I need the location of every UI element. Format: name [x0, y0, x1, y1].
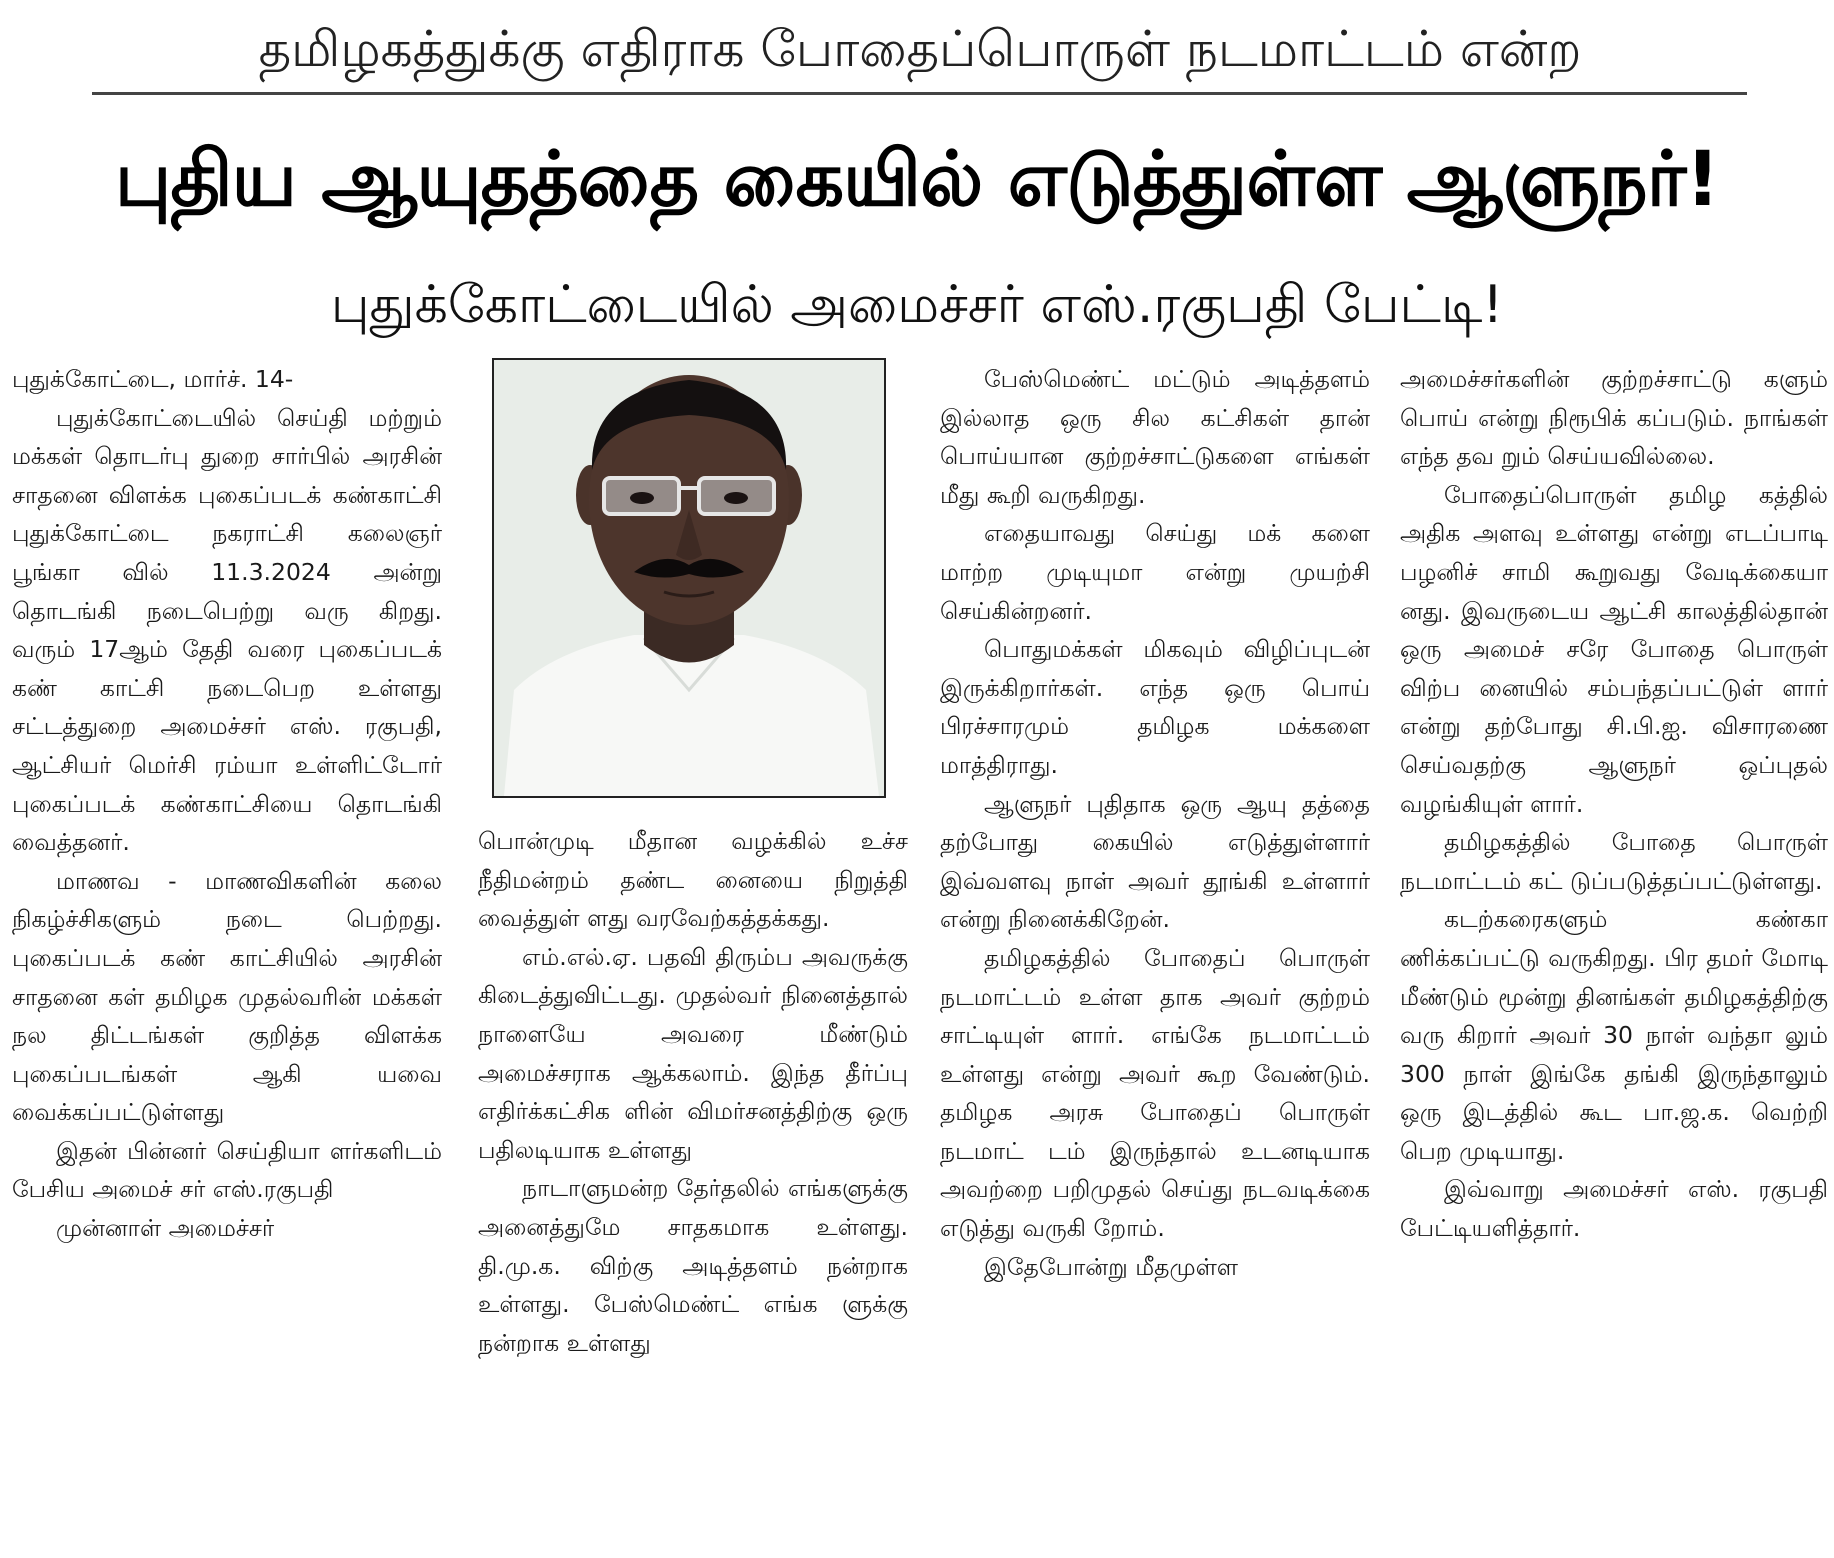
article-column-1: [12, 360, 442, 1558]
portrait-illustration: [494, 360, 884, 796]
article-column-3: [940, 360, 1370, 1558]
minister-photo: [492, 358, 886, 798]
paragraph: முன்னாள் அமைச்சர்: [56, 1214, 275, 1243]
paragraph: தமிழகத்தில் போதைப் பொருள் நடமாட்டம் உள்ள தாக அவர் குற்றம் சாட்டியுள் ளார். எங்கே நடமாட்டம் உள்ளது என்று அவர் கூற வேண்டும். தமிழக அரசு போதைப் பொருள் நடமாட் டம் இருந்தால் உடனடியாக அவற்றை பறிமுதல் செய்து நடவடிக்கை எடுத்து வருகி றோம்.: [940, 943, 1370, 1243]
kicker-underline: [92, 92, 1747, 95]
kicker-line: தமிழகத்துக்கு எதிராக போதைப்பொருள் நடமாட்டம் என்ற: [258, 20, 1582, 78]
paragraph: போதைப்பொருள் தமிழ கத்தில் அதிக அளவு உள்ளது என்று எடப்பாடி பழனிச் சாமி கூறுவது வேடிக்கையா னது. இவருடைய ஆட்சி காலத்தில்தான் ஒரு அமைச் சரே போதை பொருள் விற்ப னையில் சம்பந்தப்பட்டுள் ளார் என்று தற்போது சி.பி.ஐ. விசாரணை செய்வதற்கு ஆளுநர் ஒப்புதல் வழங்கியுள் ளார்.: [1400, 480, 1828, 818]
paragraph: கடற்கரைகளும் கண்கா ணிக்கப்பட்டு வருகிறது. பிர தமர் மோடி மீண்டும் மூன்று தினங்கள் தமிழகத்திற்கு வரு கிறார் அவர் 30 நாள் வந்தா லும் 300 நாள் இங்கே தங்கி இருந்தாலும் ஒரு இடத்தில் கூட பா.ஜ.க. வெற்றி பெற முடியாது.: [1400, 905, 1828, 1165]
paragraph: பொன்முடி மீதான வழக்கில் உச்ச நீதிமன்றம் தண்ட னையை நிறுத்தி வைத்துள் ளது வரவேற்கத்தக்கது.: [478, 827, 908, 933]
article-column-2: [478, 822, 908, 1558]
paragraph: எதையாவது செய்து மக் களை மாற்ற முடியுமா என்று முயற்சி செய்கின்றனர்.: [940, 519, 1370, 625]
paragraph: தமிழகத்தில் போதை பொருள் நடமாட்டம் கட் டுப்படுத்தப்பட்டுள்ளது.: [1400, 828, 1828, 895]
paragraph: பொதுமக்கள் மிகவும் விழிப்புடன் இருக்கிறார்கள். எந்த ஒரு பொய் பிரச்சாரமும் தமிழக மக்களை மாத்திராது.: [940, 635, 1370, 779]
paragraph: நாடாளுமன்ற தேர்தலில் எங்களுக்கு அனைத்துமே சாதகமாக உள்ளது. தி.மு.க. விற்கு அடித்தளம் நன்றாக உள்ளது. பேஸ்மெண்ட் எங்க ளுக்கு நன்றாக உள்ளது: [478, 1174, 908, 1357]
headline: புதிய ஆயுதத்தை கையில் எடுத்துள்ள ஆளுநர்!: [114, 134, 1720, 223]
paragraph: எம்.எல்.ஏ. பதவி திரும்ப அவருக்கு கிடைத்துவிட்டது. முதல்வர் நினைத்தால் நாளையே அவரை மீண்டும் அமைச்சராக ஆக்கலாம். இந்த தீர்ப்பு எதிர்க்கட்சிக ளின் விமர்சனத்திற்கு ஒரு பதிலடியாக உள்ளது: [478, 942, 908, 1164]
subheadline: புதுக்கோட்டையில் அமைச்சர் எஸ்.ரகுபதி பேட்டி!: [330, 275, 1504, 335]
paragraph: இதேபோன்று மீதமுள்ள: [984, 1252, 1238, 1281]
dateline: புதுக்கோட்டை, மார்ச். 14-: [12, 365, 294, 393]
paragraph: இதன் பின்னர் செய்தியா ளர்களிடம் பேசிய அமைச் சர் எஸ்.ரகுபதி: [12, 1136, 442, 1204]
paragraph: புதுக்கோட்டையில் செய்தி மற்றும் மக்கள் தொடர்பு துறை சார்பில் அரசின் சாதனை விளக்க புகைப்படக் கண்காட்சி புதுக்கோட்டை நகராட்சி கலைஞர் பூங்கா வில் 11.3.2024 அன்று தொடங்கி நடைபெற்று வரு கிறது. வரும் 17ஆம் தேதி வரை புகைப்படக் கண் காட்சி நடைபெற உள்ளது சட்டத்துறை அமைச்சர் எஸ். ரகுபதி, ஆட்சியர் மெர்சி ரம்யா உள்ளிட்டோர் புகைப்படக் கண்காட்சியை தொடங்கி வைத்தனர்.: [12, 403, 442, 857]
article-column-4: [1400, 360, 1828, 1558]
paragraph: இவ்வாறு அமைச்சர் எஸ். ரகுபதி பேட்டியளித்தார்.: [1400, 1175, 1828, 1243]
paragraph: மாணவ - மாணவிகளின் கலை நிகழ்ச்சிகளும் நடை பெற்றது. புகைப்படக் கண் காட்சியில் அரசின் சாதனை கள் தமிழக முதல்வரின் மக்கள் நல திட்டங்கள் குறித்த விளக்க புகைப்படங்கள் ஆகி யவை வைக்கப்பட்டுள்ளது: [12, 866, 442, 1127]
paragraph: ஆளுநர் புதிதாக ஒரு ஆயு தத்தை தற்போது கையில் எடுத்துள்ளார் இவ்வளவு நாள் அவர் தூங்கி உள்ளார் என்று நினைக்கிறேன்.: [940, 789, 1370, 934]
paragraph: பேஸ்மெண்ட் மட்டும் அடித்தளம் இல்லாத ஒரு சில கட்சிகள் தான் பொய்யான குற்றச்சாட்டுகளை எங்கள் மீது கூறி வருகிறது.: [940, 365, 1370, 509]
paragraph: அமைச்சர்களின் குற்றச்சாட்டு களும் பொய் என்று நிரூபிக் கப்படும். நாங்கள் எந்த தவ றும் செய்யவில்லை.: [1400, 365, 1828, 471]
